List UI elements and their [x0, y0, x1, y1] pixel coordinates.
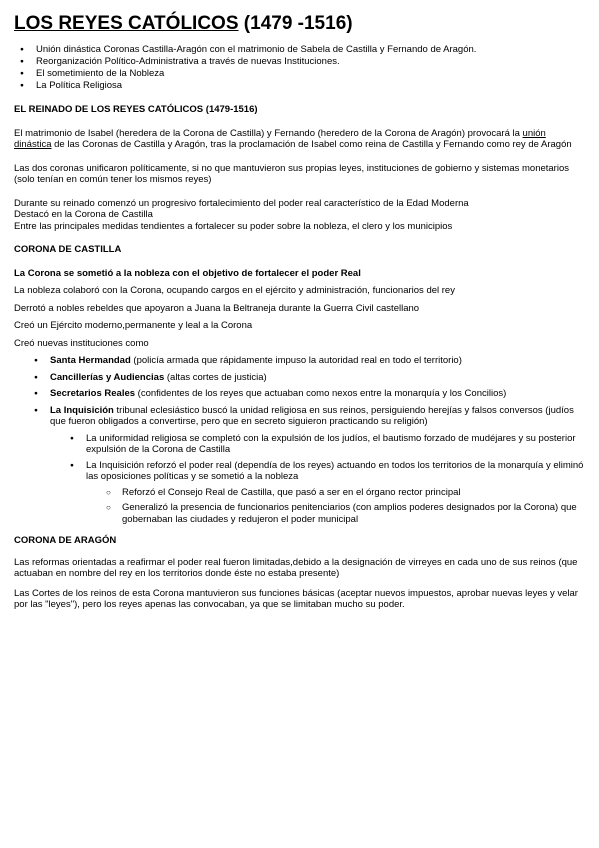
institution-name: Secretarios Reales [50, 388, 136, 399]
paragraph-text: de las Coronas de Castilla y Aragón, tras la proclamación de Isabel como reina de Castilla y Fernando como rey de Aragón [51, 139, 572, 150]
institution-desc: tribunal eclesiástico buscó la unidad religiosa en sus reinos, persiguiendo herejías y falsos conversos (judíos que fueron obligados a convertirse, pero que en secreto siguieron practicando su religión) [50, 404, 574, 427]
paragraph: Las Cortes de los reinos de esta Corona mantuvieron sus funciones básicas (aceptar nuevos impuestos, aprobar nuevas leyes y velar por las "leyes"), pero los reyes apenas las convocaban, ya que se limitaban mucho su poder. [14, 587, 578, 610]
list-item [14, 405, 585, 428]
list-item: ○ Reforzó el Consejo Real de Castilla, que pasó a ser en el órgano rector principal [14, 487, 585, 499]
institution-name: La Inquisición [50, 404, 114, 416]
institution-desc: (policía armada que rápidamente impuso la autoridad real en todo el territorio) [130, 355, 462, 366]
list-item: ● La Política Religiosa [14, 80, 585, 92]
list-item: ○ Generalizó la presencia de funcionarios penitenciarios (con amplios poderes designados por la Corona) que gobernaban las ciudades y redujeron el poder municipal [14, 502, 585, 525]
title-main: LOS REYES CATÓLICOS [14, 13, 239, 34]
paragraph-line: La nobleza colaboró con la Corona, ocupando cargos en el ejército y administración, funcionarios del rey [14, 285, 455, 296]
list-item [14, 388, 585, 400]
paragraph-text: El matrimonio de Isabel (heredera de la Corona de Castilla) y Fernando (heredero de la Corona de Aragón) provocará la [14, 127, 523, 139]
inquisicion-subsublist [14, 487, 585, 526]
list-item: ● El sometimiento de la Nobleza [14, 68, 585, 80]
subheading: La Corona se sometió a la nobleza con el objetivo de fortalecer el poder Real [14, 267, 361, 279]
inquisicion-sublist [14, 433, 585, 483]
list-item: ● La uniformidad religiosa se completó con la expulsión de los judíos, el bautismo forzado de mudéjares y su posterior expulsión de la Corona de Castilla [14, 433, 585, 456]
list-item: ● Unión dinástica Coronas Castilla-Aragón con el matrimonio de Sabela de Castilla y Fernando de Aragón. [14, 44, 585, 56]
paragraph-line: Creó nuevas instituciones como [14, 337, 149, 349]
list-item: ● Reorganización Político-Administrativa a través de nuevas Instituciones. [14, 56, 585, 68]
institution-desc: (altas cortes de justicia) [164, 371, 267, 383]
institution-name: Santa Hermandad [50, 355, 131, 366]
list-item [14, 355, 585, 367]
section-heading-reinado: EL REINADO DE LOS REYES CATÓLICOS (1479-1516) [14, 104, 258, 115]
intro-list [14, 44, 585, 92]
institution-desc: (confidentes de los reyes que actuaban como nexos entre la monarquía y los Concilios) [135, 388, 507, 399]
list-item: ● La Inquisición reforzó el poder real (dependía de los reyes) actuando en todos los territorios de la monarquía y eliminó las oposiciones políticas y se sometió a la nobleza [14, 460, 585, 483]
list-item [14, 372, 585, 384]
underlined-text: unión dinástica [14, 127, 546, 150]
paragraph-line: Durante su reinado comenzó un progresivo fortalecimiento del poder real característico de la Edad Moderna [14, 197, 469, 209]
title-dates: (1479 -1516) [238, 13, 353, 34]
section-heading-aragon: CORONA DE ARAGÓN [14, 535, 117, 546]
section-heading-castilla: CORONA DE CASTILLA [14, 244, 122, 255]
page-title [14, 12, 585, 36]
paragraph-line: Derrotó a nobles rebeldes que apoyaron a Juana la Beltraneja durante la Guerra Civil castellano [14, 302, 420, 314]
paragraph-line: Creó un Ejército moderno,permanente y leal a la Corona [14, 320, 253, 331]
paragraph-line: Entre las principales medidas tendientes a fortalecer su poder sobre la nobleza, el clero y los municipios [14, 220, 453, 232]
paragraph [14, 128, 585, 151]
paragraph-line: Destacó en la Corona de Castilla [14, 209, 153, 220]
paragraph: Las dos coronas unificaron políticamente, si no que mantuvieron sus propias leyes, instituciones de gobierno y sistemas monetarios (solo tenían en común tener los mismos reyes) [14, 162, 569, 185]
institution-name: Cancillerías y Audiencias [50, 371, 165, 383]
instituciones-list [14, 355, 585, 428]
paragraph: Las reformas orientadas a reafirmar el poder real fueron limitadas,debido a la designación de virreyes en cada uno de sus reinos (que actuaban en nombre del rey en los territorios donde éste no estaba presente) [14, 556, 578, 579]
